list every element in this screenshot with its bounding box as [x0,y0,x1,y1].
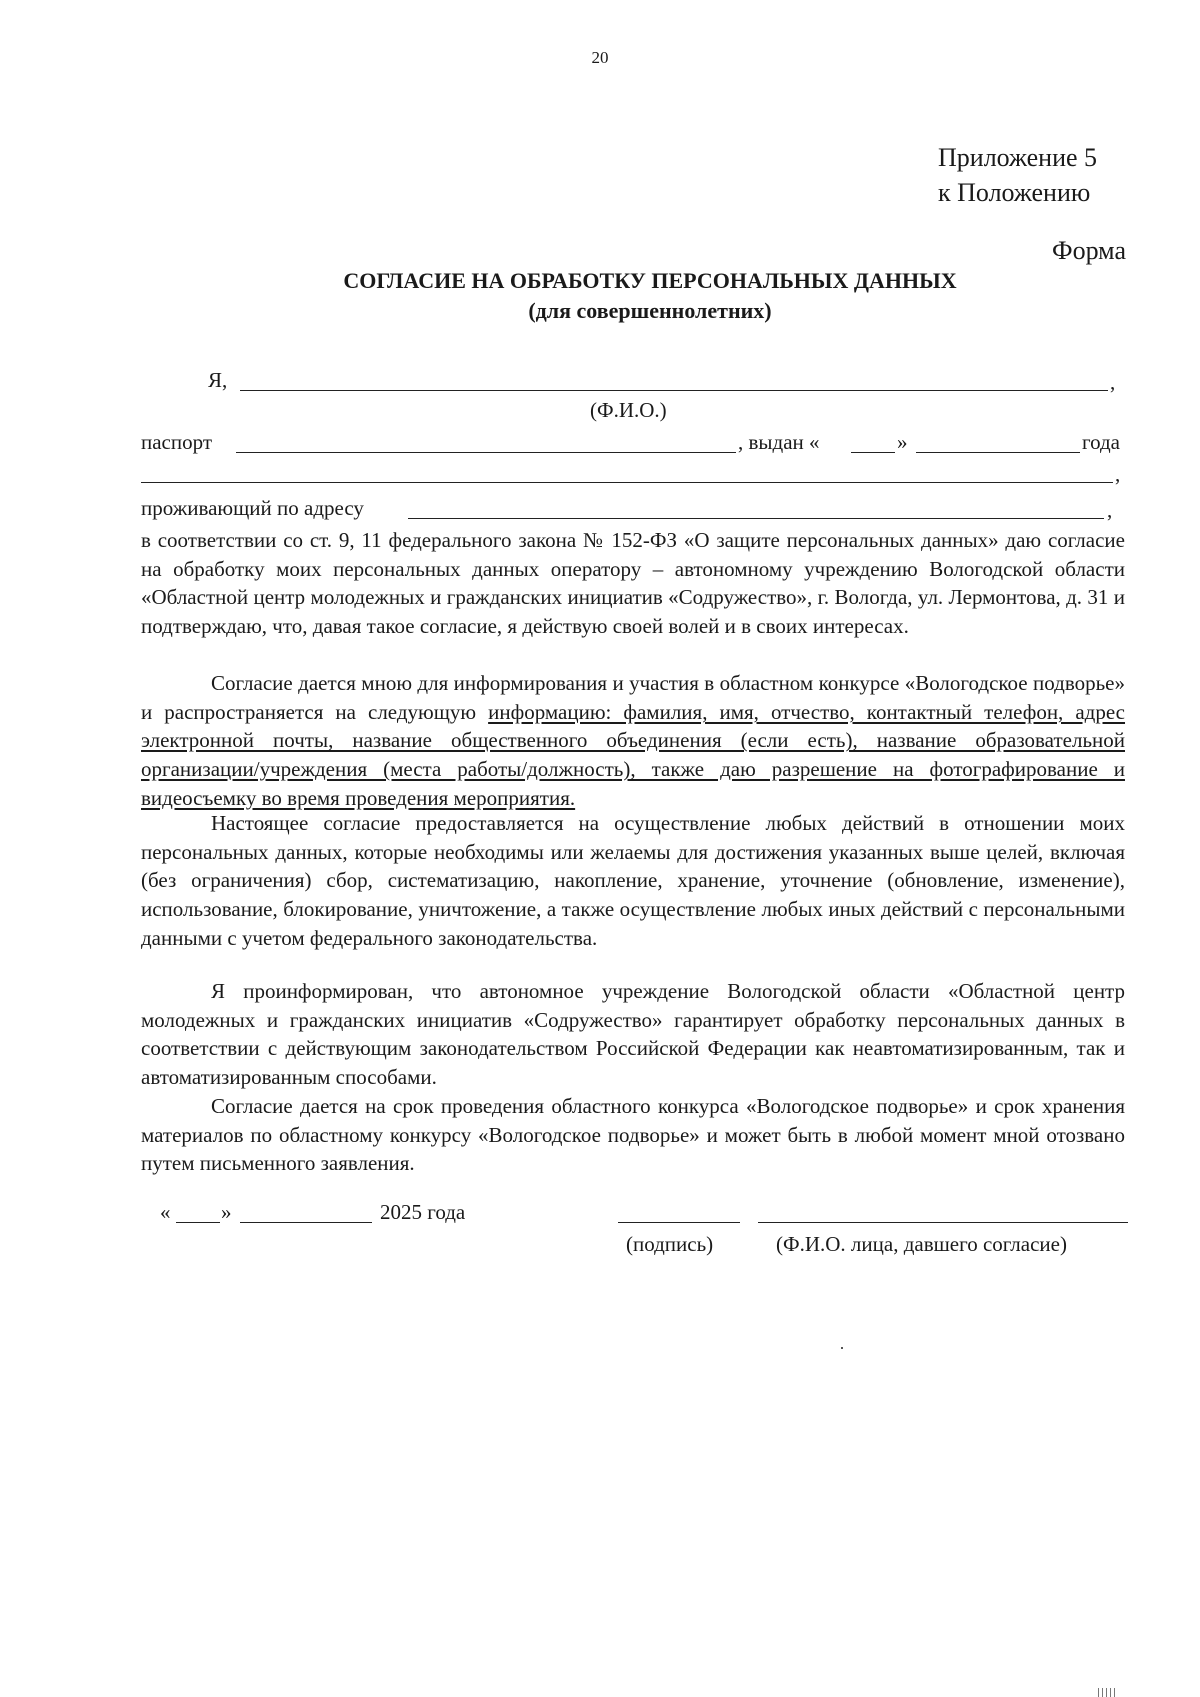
year-label: года [1082,430,1120,454]
issued-date-blank[interactable] [916,452,1080,453]
paragraph-consent-term: Согласие дается на срок проведения областного конкурса «Вологодское подворье» и срок хранения материалов по областному конкурсу «Вологодское подворье» и может быть в любой момент мной отозвано путем письменного заявления. [141,1094,1125,1176]
appendix-line-2: к Положению [938,178,1091,207]
fio-blank[interactable] [240,390,1108,391]
i-label: Я, [208,368,228,392]
signer-fio-blank[interactable] [758,1222,1128,1223]
issued-day-blank[interactable] [851,452,895,453]
sign-date-close-quote: » [221,1200,232,1224]
address-blank[interactable] [408,518,1104,519]
document-title [0,266,1200,326]
scan-edge-marks [1098,1688,1116,1697]
sign-day-blank[interactable] [176,1222,220,1223]
paragraph-informed: Я проинформирован, что автономное учреждение Вологодской области «Областной центр молодежных и гражданских инициатив «Содружество» гарантирует обработку персональных данных в соответствии с действующим законодательством Российской Федерации как неавтоматизированным, так и автоматизированным способами. [141,979,1125,1090]
issued-close-quote: » [897,430,908,454]
signer-fio-caption: (Ф.И.О. лица, давшего согласие) [776,1232,1067,1256]
paragraph-consent-operator: в соответствии со ст. 9, 11 федерального закона № 152-ФЗ «О защите персональных данных» даю согласие на обработку моих персональных данных оператору – автономному учреждению Вологодской области «Областной центр молодежных и гражданских инициатив «Содружество», г. Вологда, ул. Лермонтова, д. 31 и подтверждаю, что, давая такое согласие, я действую своей волей и в своих интересах. [141,528,1125,639]
purpose-underlined-text: информацию: фамилия, имя, отчество, контактный телефон, адрес электронной почты, название общественного объединения (если есть), название образовательной организации/учреждения (места работы/должность), также даю разрешение на фотографирование и видеосъемку во время проведения мероприятия. [141,699,1126,810]
fio-caption: (Ф.И.О.) [590,398,667,422]
sign-date-open-quote: « [160,1200,171,1224]
signature-blank[interactable] [618,1222,740,1223]
passport-continuation-blank[interactable] [141,482,1113,483]
appendix-line-1: Приложение 5 [938,143,1098,172]
appendix-header [938,140,1097,210]
sign-month-blank[interactable] [240,1222,372,1223]
fio-comma: , [1110,370,1116,394]
passport-label: паспорт [141,430,213,454]
sign-year: 2025 года [380,1200,466,1224]
address-comma: , [1107,498,1113,522]
title-line-2: (для совершеннолетних) [528,298,772,323]
passport-comma: , [1115,462,1121,486]
page-number: 20 [591,48,609,67]
address-label: проживающий по адресу [141,496,364,520]
form-label: Форма [1052,236,1126,265]
issued-label: , выдан « [738,430,820,454]
title-line-1: СОГЛАСИЕ НА ОБРАБОТКУ ПЕРСОНАЛЬНЫХ ДАННЫХ [343,268,957,293]
paragraph-consent-actions: Настоящее согласие предоставляется на осуществление любых действий в отношении моих персональных данных, которые необходимы или желаемы для достижения указанных выше целей, включая (без ограничения) сбор, систематизацию, накопление, хранение, уточнение (обновление, изменение), использование, блокирование, уничтожение, а также осуществление любых иных действий с персональными данными с учетом федерального законодательства. [141,811,1125,950]
scan-dot [841,1347,843,1349]
paragraph-consent-purpose [141,669,1125,813]
signature-caption: (подпись) [626,1232,714,1256]
purpose-text: Согласие дается мною для информирования и участия в областном конкурсе «Вологодское подворье» и распространяется на следующую [141,671,1125,724]
passport-blank[interactable] [236,452,736,453]
